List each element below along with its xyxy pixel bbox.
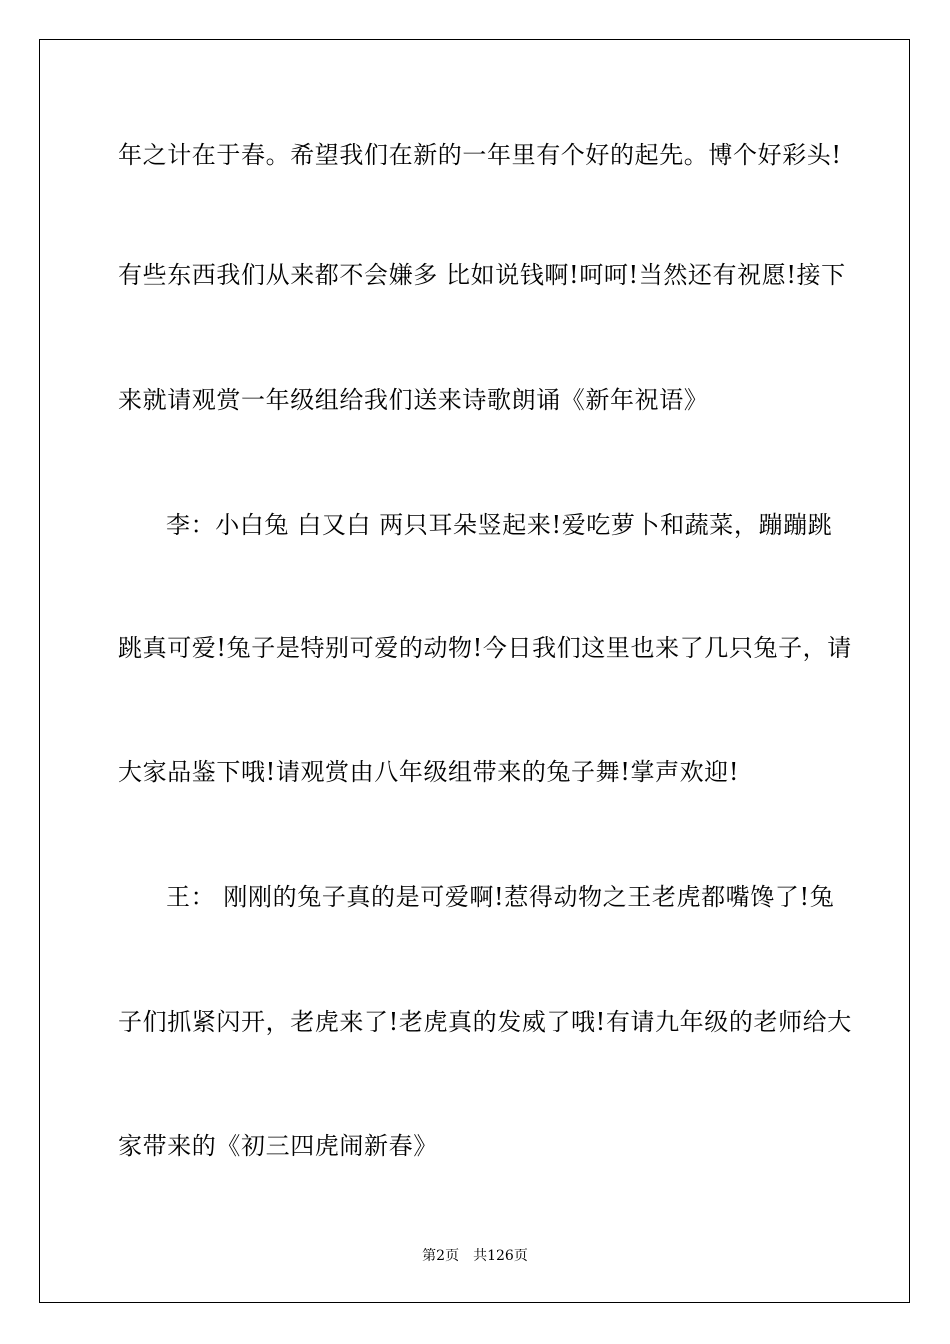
page-footer bbox=[0, 1247, 950, 1265]
paragraph-line: 有些东西我们从来都不会嫌多 比如说钱啊!呵呵!当然还有祝愿!接下 bbox=[118, 261, 846, 289]
paragraph-line: 子们抓紧闪开，老虎来了!老虎真的发威了哦!有请九年级的老师给大 bbox=[118, 1008, 852, 1036]
paragraph-line: 家带来的《初三四虎闹新春》 bbox=[118, 1132, 438, 1160]
page-number: 第2页 bbox=[422, 1248, 460, 1264]
paragraph-line: 年之计在于春。希望我们在新的一年里有个好的起先。博个好彩头! bbox=[118, 141, 842, 169]
paragraph-line: 李：小白兔 白又白 两只耳朵竖起来!爱吃萝卜和蔬菜，蹦蹦跳 bbox=[166, 511, 833, 539]
paragraph-line: 大家品鉴下哦!请观赏由八年级组带来的兔子舞!掌声欢迎! bbox=[118, 758, 740, 786]
paragraph-line: 王： 刚刚的兔子真的是可爱啊!惹得动物之王老虎都嘴馋了!兔 bbox=[166, 883, 835, 911]
paragraph-line: 来就请观赏一年级组给我们送来诗歌朗诵《新年祝语》 bbox=[118, 386, 709, 414]
paragraph-line: 跳真可爱!兔子是特别可爱的动物!今日我们这里也来了几只兔子，请 bbox=[118, 634, 852, 662]
page-total: 共126页 bbox=[473, 1248, 528, 1264]
page-border bbox=[39, 39, 910, 1303]
